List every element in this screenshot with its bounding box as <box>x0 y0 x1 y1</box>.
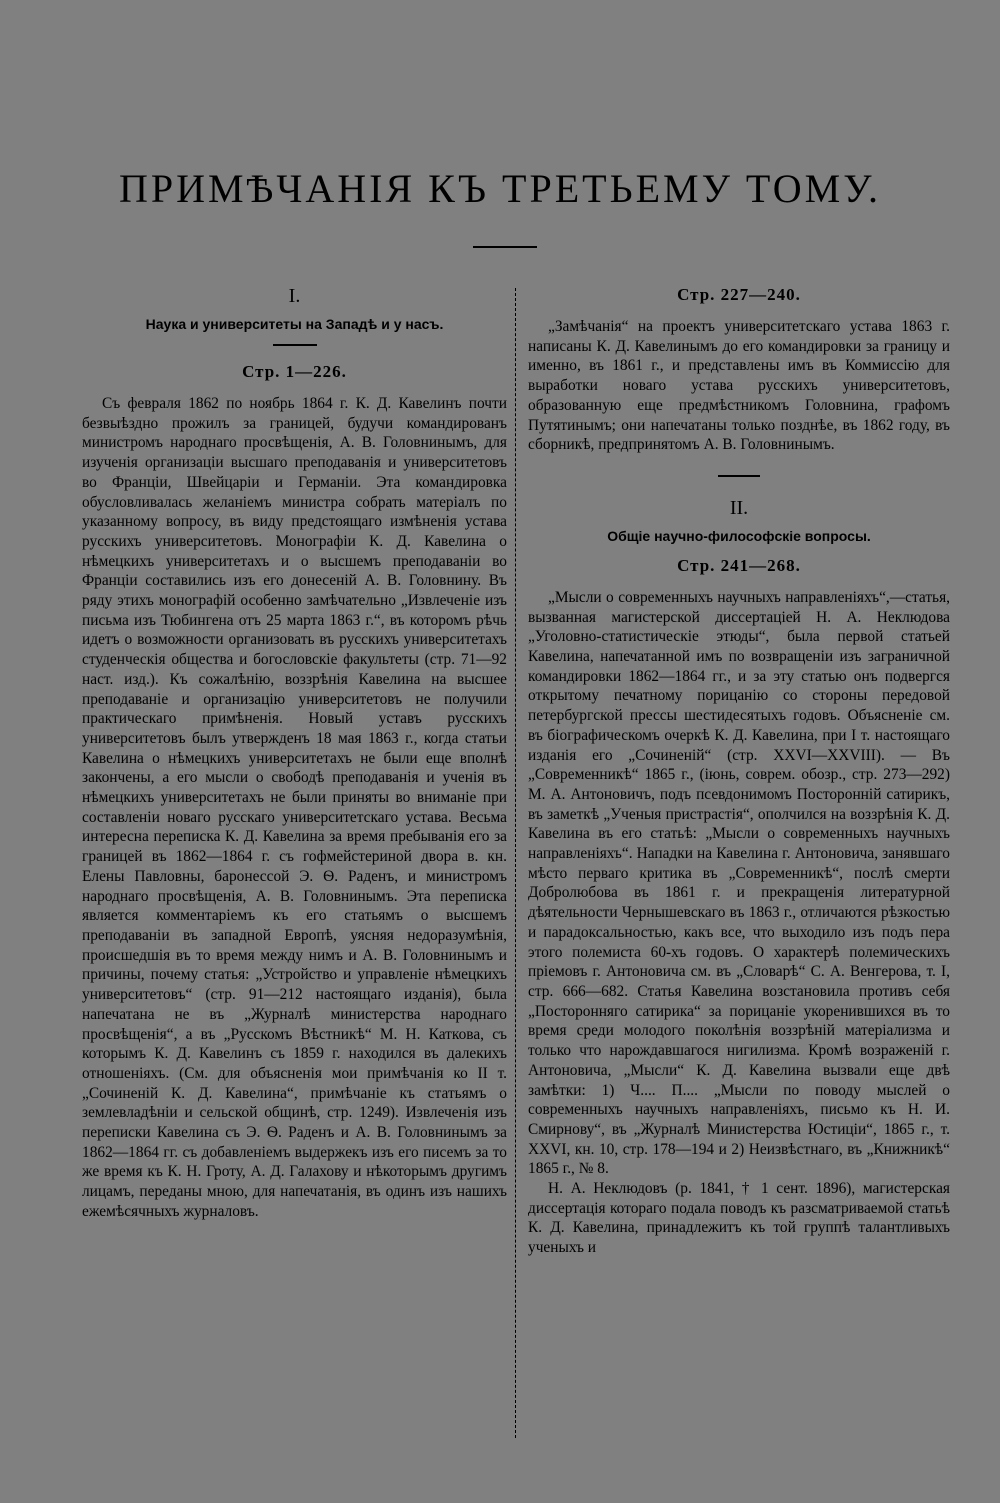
page-range: Стр. 1—226. <box>242 362 347 381</box>
section-title: Общіе научно-философскіе вопросы. <box>607 527 871 544</box>
section-rule <box>273 344 317 346</box>
section-rule <box>718 475 760 477</box>
page-title: ПРИМѢЧАНІЯ КЪ ТРЕТЬЕМУ ТОМУ. <box>118 166 882 211</box>
section-number: II. <box>729 496 749 519</box>
section-number: I. <box>288 285 301 307</box>
body-paragraph: Съ февраля 1862 по ноябрь 1864 г. К. Д. Кавелинъ почти безвыѣздно прожилъ за границей, будучи командированъ министромъ народнаго просвѣщенія, А. В. Головнинымъ, для изученія организаціи высшаго преподаванія и университетовъ во Франціи, Швейцаріи и Германіи. Эта командировка обусловливалась желаніемъ министра собрать матеріалъ по указанному вопросу, въ виду предстоящаго измѣненія устава русскихъ университетовъ. Монографіи К. Д. Кавелина о нѣмецкихъ университетахъ и о высшемъ преподаваніи во Франціи составились изъ его донесеній А. В. Головнину. Въ ряду этихъ монографій особенно замѣчательно „Извлеченіе изъ письма изъ Тюбингена отъ 25 марта 1863 г.“, въ которомъ рѣчь идетъ о возможности организовать въ русскихъ университетахъ студенческія общества и богословскіе факультеты (стр. 71—92 наст. изд.). Къ сожалѣнію, воззрѣнія Кавелина на высшее преподаваніе и организацію университетовъ не получили практическаго примѣненія. Новый уставъ русскихъ университетовъ былъ утвержденъ 18 мая 1863 г., когда статьи Кавелина о нѣмецкихъ университетахъ не были еще вполнѣ закончены, а его мысли о свободѣ преподаванія и ученія въ нѣмецкихъ университетахъ не были приняты во вниманіе при составленіи новаго русскаго университетскаго устава. Весьма интересна переписка К. Д. Кавелина за время пребыванія его за границей въ 1862—1864 г. съ гофмейстериной двора в. кн. Елены Павловны, баронессой Э. Ѳ. Раденъ, и министромъ народнаго просвѣщенія, А. В. Головнинымъ. Эта переписка является комментаріемъ къ его статьямъ о высшемъ преподаваніи въ западной Европѣ, уясняя недоразумѣнія, происшедшія въ то время между нимъ и А. В. Головнинымъ и причины, почему статья: „Устройство и управленіе нѣмецкихъ университетовъ“ (стр. 91—212 настоящаго изданія), была напечатана не въ „Журналѣ министерства народнаго просвѣщенія“, а въ „Русскомъ Вѣстникѣ“ М. Н. Каткова, съ которымъ К. Д. Кавелинъ съ 1859 г. находился въ далекихъ отношеніяхъ. (См. для объясненія мои примѣчанія ко II т. „Сочиненій К. Д. Кавелина“, примѣчаніе къ статьямъ о землевладѣніи и сельской общинѣ, стр. 1249). Извлеченія изъ переписки Кавелина съ Э. Ѳ. Раденъ и А. В. Головнинымъ за 1862—1864 гг. съ добавленіемъ выдержекъ изъ его писемъ за то же время къ К. Н. Гроту, А. Д. Галахову и нѣкоторымъ другимъ лицамъ, переданы мною, для напечатанія, въ одинъ изъ нашихъ ежемѣсячныхъ журналовъ. <box>82 395 507 1220</box>
section-title: Наука и университеты на Западѣ и у насъ. <box>145 316 444 332</box>
body-paragraph: „Замѣчанія“ на проектъ университетскаго устава 1863 г. написаны К. Д. Кавелинымъ до его командировки за границу и именно, въ 1861 г., и представлены имъ въ Коммиссію для выработки новаго устава русскихъ университетовъ, образованную еще предмѣстникомъ Головнина, графомъ Путятинымъ; они напечатаны только позднѣе, въ 1862 году, въ сборникѣ, предпринятомъ А. В. Головнинымъ. <box>528 318 950 454</box>
page-range: Стр. 241—268. <box>677 555 801 575</box>
title-rule <box>473 246 537 248</box>
right-column <box>528 285 950 1258</box>
column-divider <box>515 288 517 1438</box>
body-paragraph: Н. А. Неклюдовъ (р. 1841, † 1 сент. 1896), магистерская диссертація котораго подала поводъ къ разсматриваемой статьѣ К. Д. Кавелина, принадлежитъ къ той группѣ талантливыхъ ученыхъ и <box>528 1180 950 1257</box>
body-paragraph: „Мысли о современныхъ научныхъ направленіяхъ“,—статья, вызванная магистерской диссертаціей Н. А. Неклюдова „Уголовно-статистическіе этюды“, была первой статьей Кавелина, напечатанной имъ по возвращеніи изъ заграничной командировки 1862—1864 гг., и за эту статью онъ подвергся открытому печатному порицанію со стороны передовой петербургской прессы шестидесятыхъ годовъ. Объясненіе см. въ біографическомъ очеркѣ К. Д. Кавелина, при I т. настоящаго изданія его „Сочиненій“ (стр. XXVI—XXVIII). — Въ „Современникѣ“ 1865 г., (іюнь, соврем. обозр., стр. 273—292) М. А. Антоновичъ, подъ псевдонимомъ Посторонній сатирикъ, въ заметкѣ „Ученыя пристрастія“, ополчился на воззрѣнія К. Д. Кавелина въ его статьѣ: „Мысли о современныхъ научныхъ направленіяхъ“. Нападки на Кавелина г. Антоновича, занявшаго мѣсто перваго критика въ „Современникѣ“, послѣ смерти Добролюбова въ 1861 г. и прекращенія литературной дѣятельности Чернышевскаго въ 1863 г., отличаются рѣзкостью и парадоксальностью, какъ все, что выходило изъ подъ пера этого полемиста 60-хъ годовъ. О характерѣ полемическихъ пріемовъ г. Антоновича см. въ „Словарѣ“ С. А. Венгерова, т. I, стр. 666—682. Статья Кавелина возстановила противъ себя „Посторонняго сатирика“ за порицаніе укоренившихся въ то время среди молодого поколѣнія воззрѣній матеріализма и только что нарождавшагося нигилизма. Кромѣ возраженій г. Антоновича, „Мысли“ К. Д. Кавелина вызвали еще двѣ замѣтки: 1) Ч.... П.... „Мысли по поводу мыслей о современныхъ научныхъ направленіяхъ, письмо къ Н. И. Смирнову“, въ „Журналѣ Министерства Юстиціи“, 1865 г., т. XXVI, кн. 10, стр. 178—194 и 2) Неизвѣстнаго, въ „Книжникѣ“ 1865 г., № 8. <box>528 588 950 1178</box>
page-range: Стр. 227—240. <box>677 285 801 304</box>
left-column <box>82 285 507 1222</box>
